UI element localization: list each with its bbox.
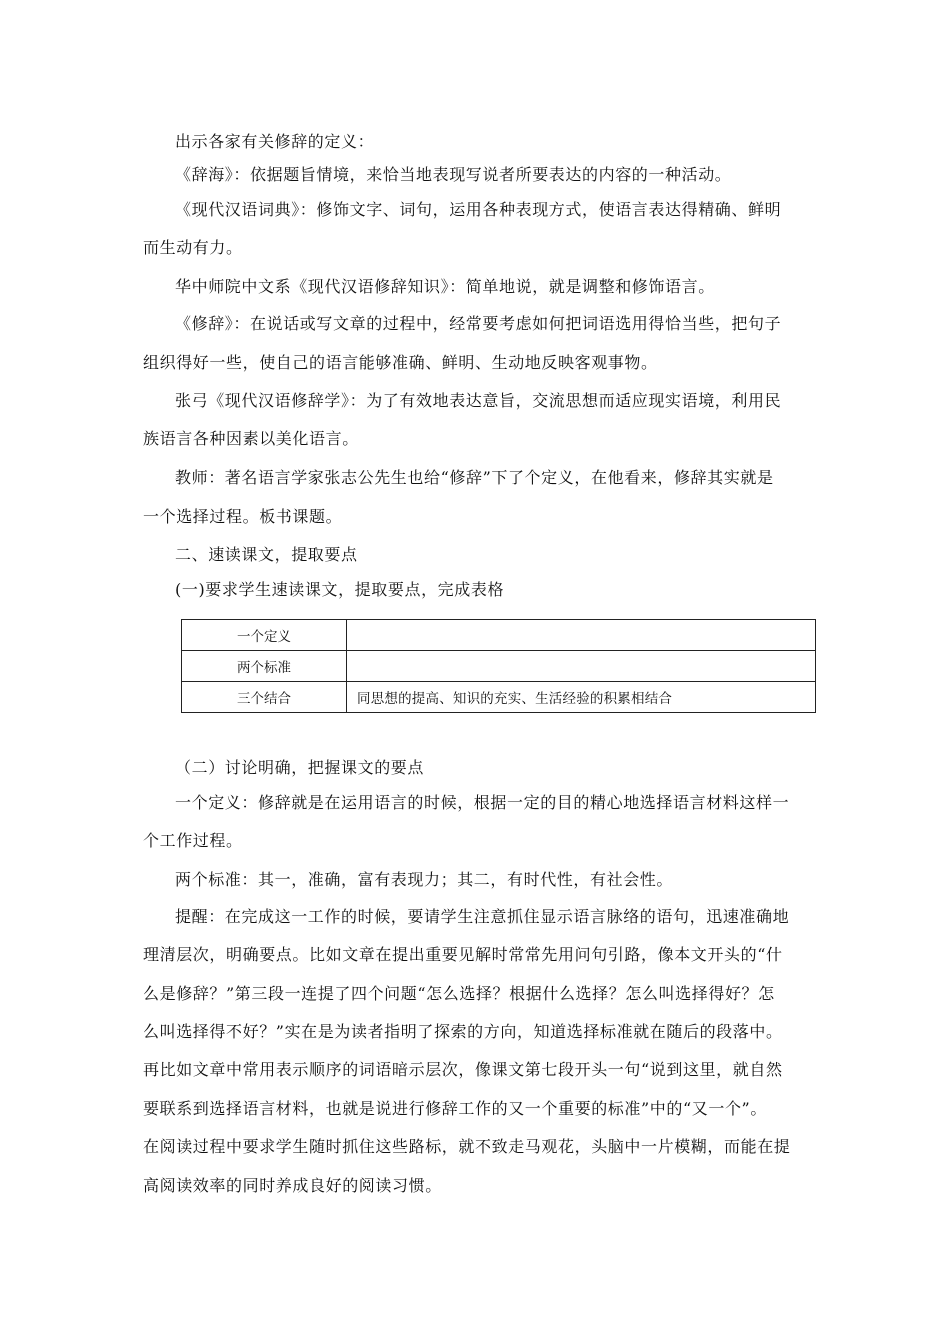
table-row [182,651,816,682]
teacher-line-2: 一个选择过程。板书课题。 [143,507,343,526]
one-definition-line-1: 一个定义：修辞就是在运用语言的时候，根据一定的目的精心地选择语言材料这样一 [175,793,790,812]
table-cell-value [347,651,816,682]
table-row [182,682,816,713]
definition-huazhong: 华中师院中文系《现代汉语修辞知识》：简单地说，就是调整和修饰语言。 [175,277,715,296]
table-cell-value: 同思想的提高、知识的充实、生活经验的积累相结合 [347,682,816,713]
reminder-line-5: 再比如文章中常用表示顺序的词语暗示层次，像课文第七段开头一句“说到这里，就自然 [143,1060,783,1079]
table-cell-label: 三个结合 [182,682,347,713]
summary-table-wrapper [181,619,816,713]
definition-xiandai-line-1: 《现代汉语词典》：修饰文字、词句，运用各种表现方式，使语言表达得精确、鲜明 [175,200,782,219]
reminder-line-4: 么叫选择得不好？”实在是为读者指明了探索的方向，知道选择标准就在随后的段落中。 [143,1022,783,1041]
reminder-line-8: 高阅读效率的同时养成良好的阅读习惯。 [143,1176,442,1195]
table-row [182,620,816,651]
subsection-heading-two: （二）讨论明确，把握课文的要点 [175,758,425,777]
teacher-line-1: 教师：著名语言学家张志公先生也给“修辞”下了个定义，在他看来，修辞其实就是 [175,468,774,487]
table-cell-label: 一个定义 [182,620,347,651]
reminder-line-6: 要联系到选择语言材料，也就是说进行修辞工作的又一个重要的标准”中的“又一个”。 [143,1099,767,1118]
definition-zhang-line-2: 族语言各种因素以美化语言。 [143,429,359,448]
two-standards-line: 两个标准：其一，准确，富有表现力；其二，有时代性，有社会性。 [175,870,674,889]
definition-xiandai-line-2: 而生动有力。 [143,238,243,257]
reminder-line-3: 么是修辞？”第三段一连提了四个问题“怎么选择？根据什么选择？怎么叫选择得好？怎 [143,984,775,1003]
reminder-line-2: 理清层次，明确要点。比如文章在提出重要见解时常常先用问句引路，像本文开头的“什 [143,945,783,964]
definition-xiuci-line-1: 《修辞》：在说话或写文章的过程中，经常要考虑如何把词语选用得恰当些，把句子 [175,314,782,333]
reminder-line-1: 提醒：在完成这一工作的时候，要请学生注意抓住显示语言脉络的语句，迅速准确地 [175,907,790,926]
definition-cihai: 《辞海》：依据题旨情境，来恰当地表现写说者所要表达的内容的一种活动。 [175,165,732,184]
subsection-heading-one: (一)要求学生速读课文，提取要点，完成表格 [175,580,505,599]
summary-table [181,619,816,713]
table-cell-label: 两个标准 [182,651,347,682]
definition-zhang-line-1: 张弓《现代汉语修辞学》：为了有效地表达意旨，交流思想而适应现实语境，利用民 [175,391,782,410]
section-heading-two: 二、速读课文，提取要点 [175,545,358,564]
reminder-line-7: 在阅读过程中要求学生随时抓住这些路标，就不致走马观花，头脑中一片模糊，而能在提 [143,1137,791,1156]
intro-line: 出示各家有关修辞的定义： [175,132,375,151]
definition-xiuci-line-2: 组织得好一些，使自己的语言能够准确、鲜明、生动地反映客观事物。 [143,353,658,372]
table-cell-value [347,620,816,651]
one-definition-line-2: 个工作过程。 [143,831,243,850]
